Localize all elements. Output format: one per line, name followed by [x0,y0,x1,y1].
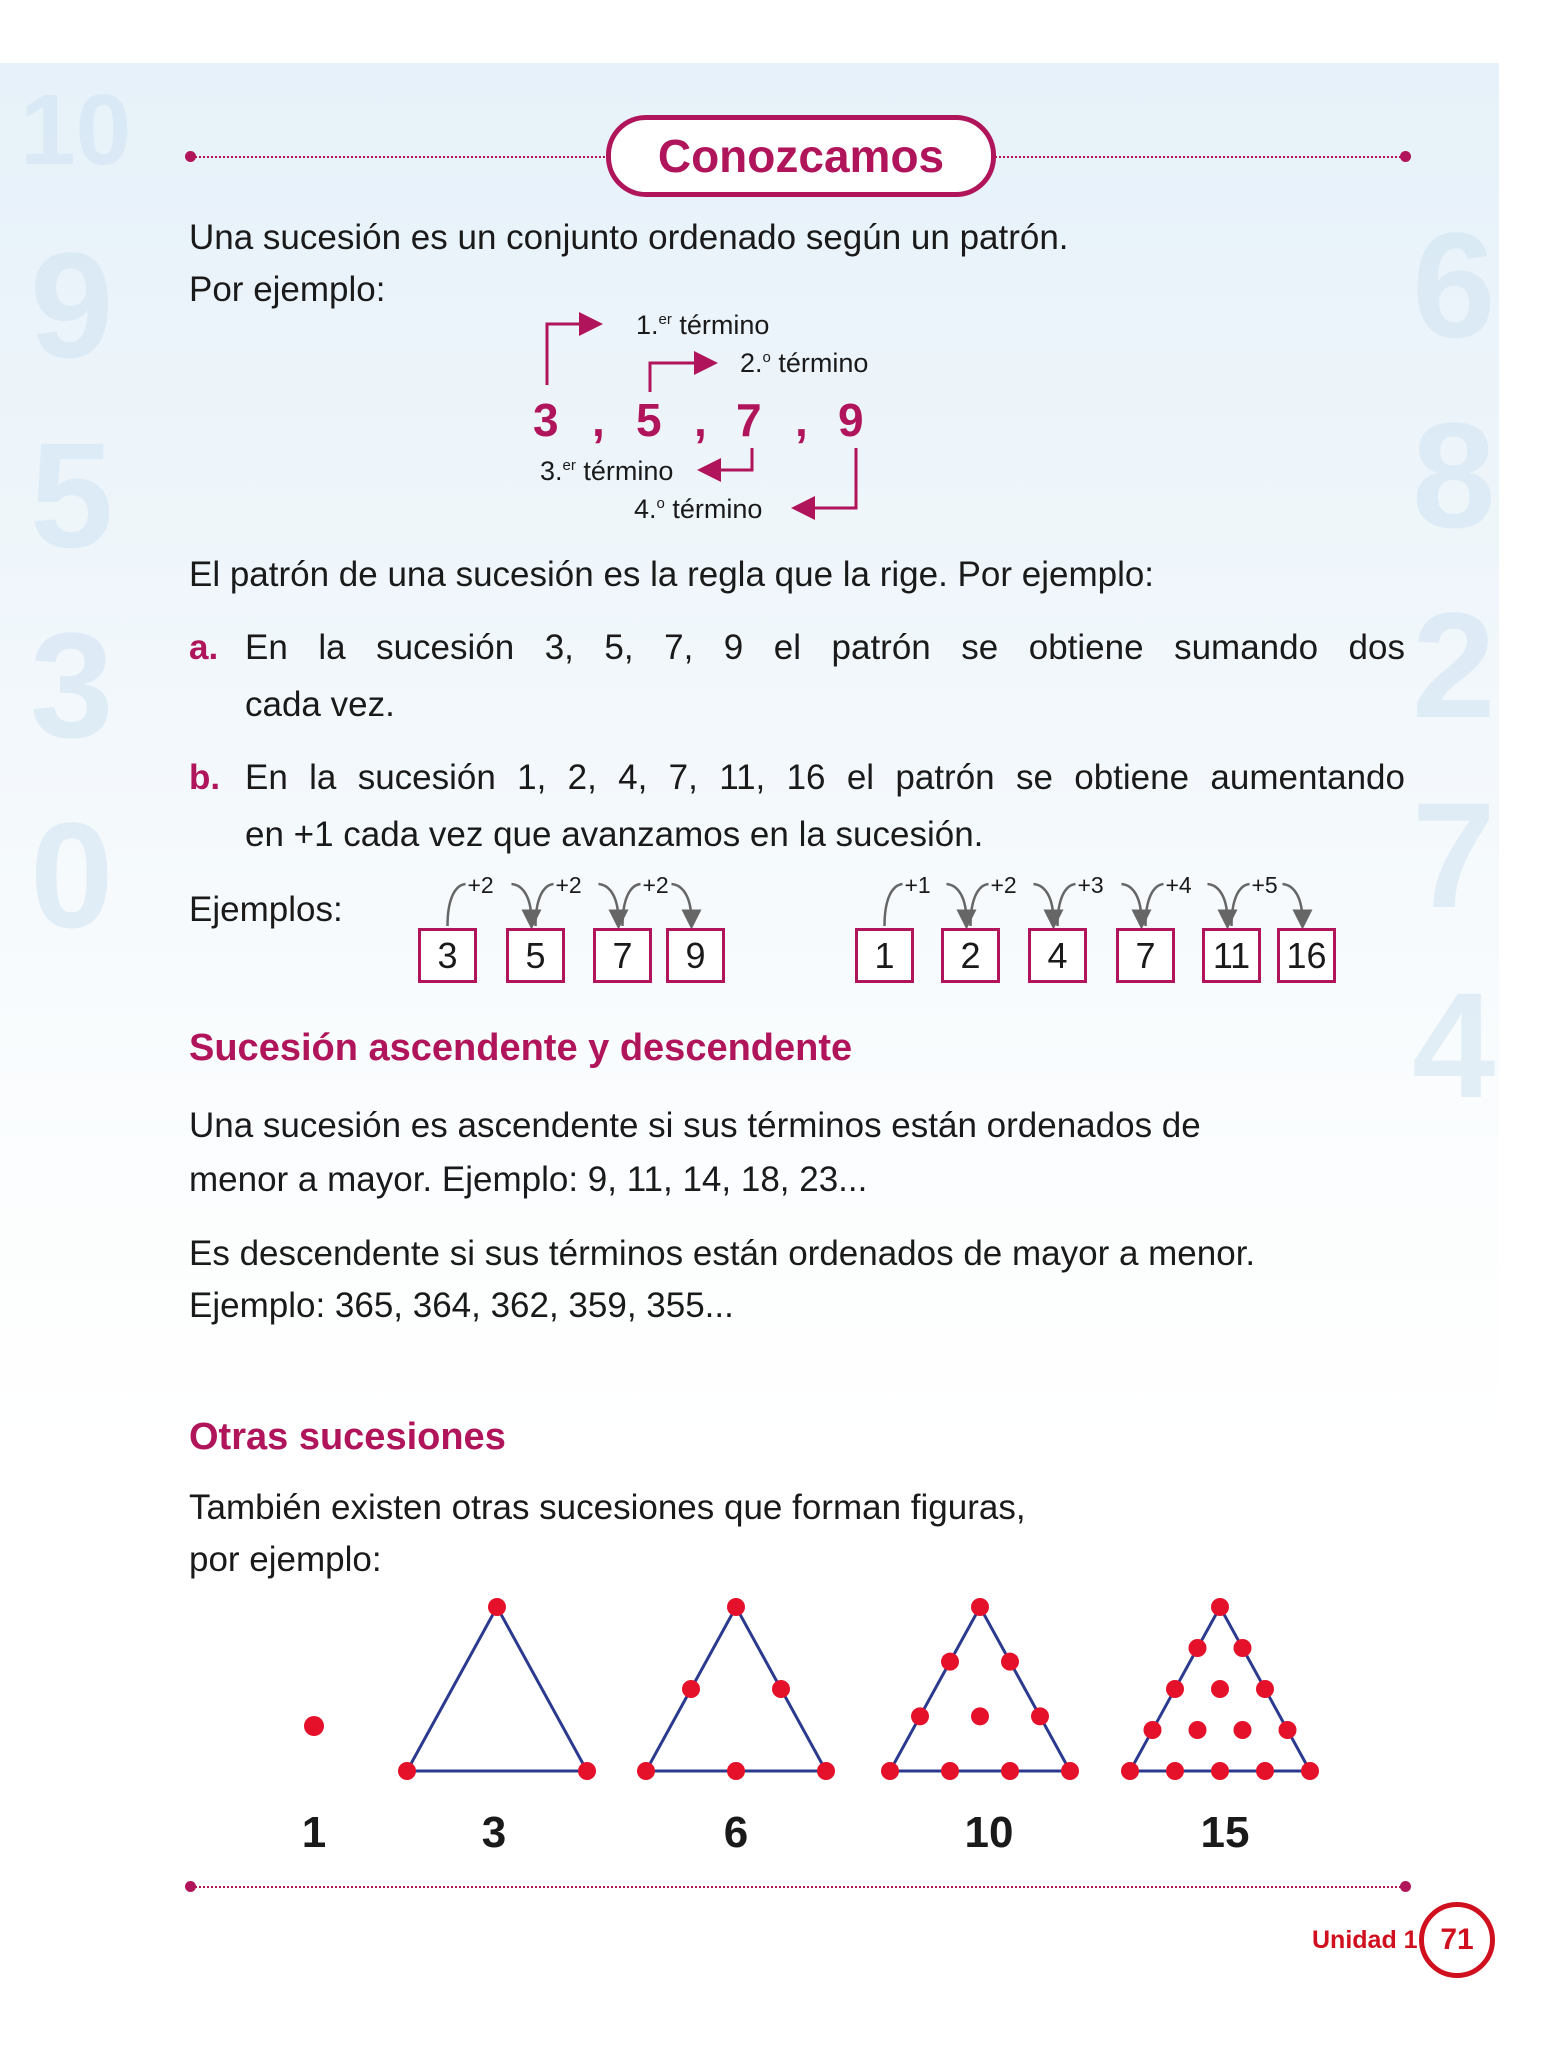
triangle-figure [304,1716,324,1736]
sequence-box: 7 [593,928,652,983]
term-word: término [664,494,763,524]
term-label [636,310,769,341]
figure-dot [1061,1762,1079,1780]
background-digit: 4 [1412,961,1496,1129]
triangle-figure [1121,1598,1319,1780]
pattern-intro: El patrón de una sucesión es la regla que la rige. Por ejemplo: [189,555,1155,594]
triangle-outline [646,1607,826,1771]
sequence-box: 4 [1028,928,1087,983]
item-b-text: en +1 cada vez que avanzamos en la sucesión. [245,815,984,854]
figure-dot [1166,1680,1184,1698]
asc-text: Una sucesión es ascendente si sus términos están ordenados de [189,1106,1201,1145]
divider-endpoint [1400,1881,1411,1892]
figure-dot [727,1598,745,1616]
sequence-comma: , [592,394,605,446]
figure-dot [1301,1762,1319,1780]
arrow-term-1 [547,324,597,385]
figure-dot [1001,1653,1019,1671]
sequence-box: 2 [941,928,1000,983]
triangle-figure [881,1598,1079,1780]
figure-label: 6 [723,1808,749,1857]
sequence-number: 9 [838,394,864,446]
figure-dot [1256,1762,1274,1780]
figure-dot [817,1762,835,1780]
triangle-figure [398,1598,596,1780]
sequence-box: 5 [506,928,565,983]
figure-dot [1234,1721,1252,1739]
figure-dot [578,1762,596,1780]
sequence-comma: , [795,394,808,446]
intro-text: Por ejemplo: [189,270,386,309]
figure-label: 15 [1200,1808,1250,1857]
figure-dot [304,1716,324,1736]
sequence-box: 11 [1202,928,1261,983]
desc-text: Ejemplo: 365, 364, 362, 359, 355... [189,1286,734,1325]
figure-dot [1031,1707,1049,1725]
figure-dot [772,1680,790,1698]
background-digit: 2 [1412,581,1496,749]
other-text: También existen otras sucesiones que forman figuras, [189,1488,1026,1527]
term-num: 1. [636,310,659,340]
increment-label: +1 [904,872,931,898]
sequence-box: 9 [666,928,725,983]
figure-dot [1211,1598,1229,1616]
sequence-number: 5 [636,394,662,446]
background-digit: 5 [30,411,114,579]
item-a-text: cada vez. [245,685,395,724]
figure-dot [941,1762,959,1780]
figure-dot [911,1707,929,1725]
figure-dot [1211,1680,1229,1698]
sequence-box: 7 [1116,928,1175,983]
background-digit: 10 [20,74,132,186]
figure-dot [1189,1721,1207,1739]
figure-dot [971,1707,989,1725]
term-word: término [671,310,770,340]
heading-other: Otras sucesiones [189,1416,506,1458]
page-number: 71 [1419,1902,1495,1978]
sequence-number: 7 [736,394,762,446]
triangle-figure [637,1598,835,1780]
figure-dot [727,1762,745,1780]
figure-label: 10 [964,1808,1014,1857]
background-digit: 3 [30,601,114,769]
sequence-number: 3 [533,394,559,446]
other-text: por ejemplo: [189,1540,382,1579]
divider-endpoint [185,1881,196,1892]
item-a-text: En la sucesión 3, 5, 7, 9 el patrón se obtiene sumando dos [245,628,1405,667]
term-sup: o [762,349,771,366]
item-label-a: a. [189,628,219,667]
term-label [634,494,762,525]
figure-dot [1211,1762,1229,1780]
increment-label: +2 [555,872,582,898]
term-sup: er [562,457,576,474]
background-digit: 0 [30,791,114,959]
term-word: término [770,348,869,378]
figure-dot [1001,1762,1019,1780]
figure-dot [1144,1721,1162,1739]
term-label [540,456,673,487]
item-b-text: En la sucesión 1, 2, 4, 7, 11, 16 el patrón se obtiene aumentando [245,758,1405,797]
arrow-term-3 [703,448,752,470]
heading-asc-desc: Sucesión ascendente y descendente [189,1027,853,1069]
figure-label: 1 [301,1808,327,1857]
term-word: término [575,456,674,486]
figure-dot [1121,1762,1139,1780]
figure-dot [488,1598,506,1616]
background-digit: 6 [1412,201,1496,369]
sequence-box: 16 [1277,928,1336,983]
triangle-outline [407,1607,587,1771]
increment-label: +2 [642,872,669,898]
figure-dot [1279,1721,1297,1739]
arrow-term-2 [650,363,712,392]
figure-dot [682,1680,700,1698]
sequence-box: 3 [418,928,477,983]
term-num: 3. [540,456,563,486]
section-title: Conozcamos [606,115,996,197]
asc-text: menor a mayor. Ejemplo: 9, 11, 14, 18, 23... [189,1160,868,1199]
sequence-comma: , [694,394,707,446]
figure-dot [881,1762,899,1780]
sequence-box: 1 [855,928,914,983]
intro-text: Una sucesión es un conjunto ordenado según un patrón. [189,218,1069,257]
background-digit: 7 [1412,771,1496,939]
term-label [740,348,868,379]
figure-dot [941,1653,959,1671]
arrow-term-4 [797,448,856,508]
term-num: 4. [634,494,657,524]
unit-label: Unidad 1 [1312,1926,1418,1954]
increment-label: +5 [1251,872,1278,898]
increment-label: +2 [467,872,494,898]
increment-label: +2 [990,872,1017,898]
background-digit: 8 [1412,391,1496,559]
triangle-outline [890,1607,1070,1771]
increment-label: +4 [1165,872,1192,898]
background-digit: 9 [30,221,114,389]
figure-dot [1189,1639,1207,1657]
figure-dot [1234,1639,1252,1657]
term-sup: er [658,311,672,328]
figure-label: 3 [481,1808,507,1857]
term-num: 2. [740,348,763,378]
term-sup: o [656,495,665,512]
figure-dot [1256,1680,1274,1698]
increment-label: +3 [1077,872,1104,898]
item-label-b: b. [189,758,221,797]
footer-divider [192,1886,1404,1888]
figure-dot [1166,1762,1184,1780]
figure-dot [971,1598,989,1616]
desc-text: Es descendente si sus términos están ordenados de mayor a menor. [189,1234,1256,1273]
figure-dot [637,1762,655,1780]
figure-dot [398,1762,416,1780]
examples-label: Ejemplos: [189,890,343,929]
